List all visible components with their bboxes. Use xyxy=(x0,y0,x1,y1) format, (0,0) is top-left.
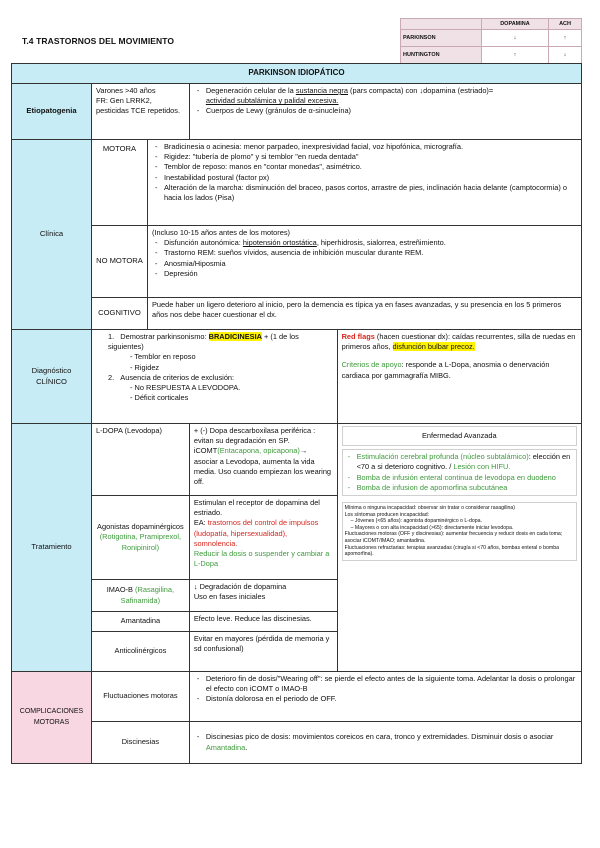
mini-cell: ↑ xyxy=(549,30,582,47)
enf-item: - Bomba de infusion de apomorfina subcutánea xyxy=(345,483,574,493)
fluctuaciones-content xyxy=(189,672,581,722)
enf-list xyxy=(342,449,577,496)
mini-cell: ↑ xyxy=(481,47,548,64)
anticolinergicos-label: Anticolinérgicos xyxy=(91,632,189,672)
section-header: PARKINSON IDIOPÁTICO xyxy=(12,64,582,84)
tratamiento-label: Tratamiento xyxy=(12,424,92,672)
etiopatogenia-factors: Varones >40 años FR: Gen LRRK2, pesticidas TCE repetidos. xyxy=(91,84,189,140)
cognitivo-label: COGNITIVO xyxy=(91,298,147,330)
nomotora-content xyxy=(147,226,581,298)
agonistas-text: Estimulan el receptor de dopamina del estriado. EA: trastornos del control de impulsos (ludopatía, hipersexualidad), somnolencia. Reducir la dosis o suspender y cambiar a L-Dopa xyxy=(189,496,337,580)
criteria-item: 2. Ausencia de criterios de exclusión: xyxy=(107,372,235,382)
motora-item: - Alteración de la marcha: disminución del braceo, pasos cortos, arrastre de pies, inclinación hacia delante (camptocormia) o hacia los lados (Pisa) xyxy=(152,183,577,203)
amantadina-label: Amantadina xyxy=(91,612,189,632)
page-title: T.4 TRASTORNOS DEL MOVIMIENTO xyxy=(22,36,175,46)
diagnostico-flags xyxy=(337,330,581,424)
fluct-item: - Distonía dolorosa en el periodo de OFF. xyxy=(194,694,577,704)
criteria-sub: - Déficit corticales xyxy=(129,393,189,403)
mechanism-item: - Degeneración celular de la sustancia negra (pars compacta) con ↓dopamina (estriado)= actividad subtalámica y palidal excesiva. xyxy=(194,86,577,106)
motora-content xyxy=(147,140,581,226)
mini-cell: ↓ xyxy=(549,47,582,64)
motora-item: - Bradicinesia o acinesia: menor parpadeo, inexpresividad facial, voz hipofónica, micrografía. xyxy=(152,142,577,152)
etiopatogenia-mechanism xyxy=(189,84,581,140)
enfermedad-avanzada xyxy=(337,424,581,672)
enf-title: Enfermedad Avanzada xyxy=(342,426,577,446)
diagnostico-criteria xyxy=(91,330,337,424)
mini-row-label: PARKINSON xyxy=(401,30,482,47)
parkinson-table xyxy=(11,63,582,764)
criterios-apoyo: Criterios de apoyo: responde a L-Dopa, anosmia o denervación cardiaca por gammagrafía MIBG. xyxy=(341,360,550,380)
mini-cell: ↓ xyxy=(481,30,548,47)
imao-text: ↓ Degradación de dopamina Uso en fases iniciales xyxy=(189,580,337,612)
nomotora-item: - Disfunción autonómica: hipotensión ortostática, hiperhidrosis, sialorrea, estreñimiento. xyxy=(152,238,577,248)
disc-item: - Discinesias pico de dosis: movimientos coreicos en cara, tronco y extremidades. Disminuir dosis o asociar Amantadina. xyxy=(194,732,577,752)
complicaciones-label: COMPLICACIONES MOTORAS xyxy=(12,672,92,764)
enf-item: - Estimulación cerebral profunda (núcleo subtalámico): elección en <70 a si deterioro cognitivo. / Lesión con HIFU. xyxy=(345,452,574,472)
mini-row-label: HUNTINGTON xyxy=(401,47,482,64)
mini-header-ach: ACH xyxy=(549,19,582,30)
motora-item: - Temblor de reposo: manos en "contar monedas", asimétrico. xyxy=(152,162,577,172)
fluctuaciones-label: Fluctuaciones motoras xyxy=(91,672,189,722)
diagnostico-label: Diagnóstico CLÍNICO xyxy=(12,330,92,424)
ldopa-label: L-DOPA (Levodopa) xyxy=(91,424,189,496)
nomotora-item: - Anosmia/Hiposmia xyxy=(152,259,577,269)
criteria-sub: - No RESPUESTA A LEVODOPA. xyxy=(129,383,241,393)
cognitivo-text: Puede haber un ligero deterioro al inicio, pero la demencia es típica ya en fases avanzadas, y su presencia en los 5 primeros años nos debe hacer cuestionar el dx. xyxy=(147,298,581,330)
enf-item: - Bomba de infusión enteral continua de levodopa en duodeno xyxy=(345,473,574,483)
clinica-label: Clínica xyxy=(12,140,92,330)
agonistas-label: Agonistas dopaminérgicos (Rotigotina, Pramiprexol, Ronipinirol) xyxy=(91,496,189,580)
enf-algorithm: Mínima o ninguna incapacidad: observar sin tratar o considerar rasagilina) Los síntomas producen incapacidad: – Jóvenes (<65 años): agonista dopaminérgico o L-dopa. – Mayores o con alta incapacidad (>65): directamente iniciar levodopa. Fluctuaciones motoras (OFF y discinesias): aumentar frecuencia y reducir dosis en cada toma; asociar iCOMT/IMAO; amantadina. Fluctuaciones refractarias: terapias avanzadas (cirugía si <70 años, bombas enteral o bomba apomorfina). xyxy=(342,502,577,561)
discinesias-label: Discinesias xyxy=(91,722,189,764)
motora-label: MOTORA xyxy=(91,140,147,226)
nomotora-label: NO MOTORA xyxy=(91,226,147,298)
etiopatogenia-label: Etiopatogenia xyxy=(12,84,92,140)
discinesias-content xyxy=(189,722,581,764)
mechanism-item: - Cuerpos de Lewy (gránulos de α-sinucleína) xyxy=(194,106,577,116)
fluct-item: - Deterioro fin de dosis/"Wearing off": se pierde el efecto antes de la siguiente toma. Adelantar la dosis o prolongar el efecto con iCOMT o IMAO-B xyxy=(194,674,577,694)
nomotora-item: - Depresión xyxy=(152,269,577,279)
motora-item: - Rigidez: "tubería de plomo" y si temblor "en rueda dentada" xyxy=(152,152,577,162)
nomotora-item: - Trastorno REM: sueños vívidos, ausencia de inhibición muscular durante REM. xyxy=(152,248,577,258)
anticolinergicos-text: Evitar en mayores (pérdida de memoria y sd confusional) xyxy=(189,632,337,672)
criteria-sub: - Rigidez xyxy=(129,362,160,372)
criteria-sub: - Temblor en reposo xyxy=(129,352,196,362)
imao-label: IMAO-B (Rasagilina, Safinamida) xyxy=(91,580,189,612)
mini-header-empty xyxy=(401,19,482,30)
ldopa-text: + (-) Dopa descarboxilasa periférica : evitan su degradación en SP. iCOMT(Entacapona, opicapona)→ asociar a Levodopa, aumenta la vida media. Uso cuando empiezan los wearing off. xyxy=(189,424,337,496)
amantadina-text: Efecto leve. Reduce las discinesias. xyxy=(189,612,337,632)
red-flags: Red flags (hacen cuestionar dx): caídas recurrentes, silla de ruedas en primeros años, disfunción bulbar precoz. xyxy=(341,332,576,352)
motora-item: - Inestabilidad postural (factor px) xyxy=(152,173,577,183)
mini-header-dopamina: DOPAMINA xyxy=(481,19,548,30)
nomotora-intro: (Incluso 10-15 años antes de los motores) xyxy=(151,228,290,237)
criteria-item: 1. Demostrar parkinsonismo: BRADICINESIA + (1 de los siguientes) xyxy=(107,332,299,352)
